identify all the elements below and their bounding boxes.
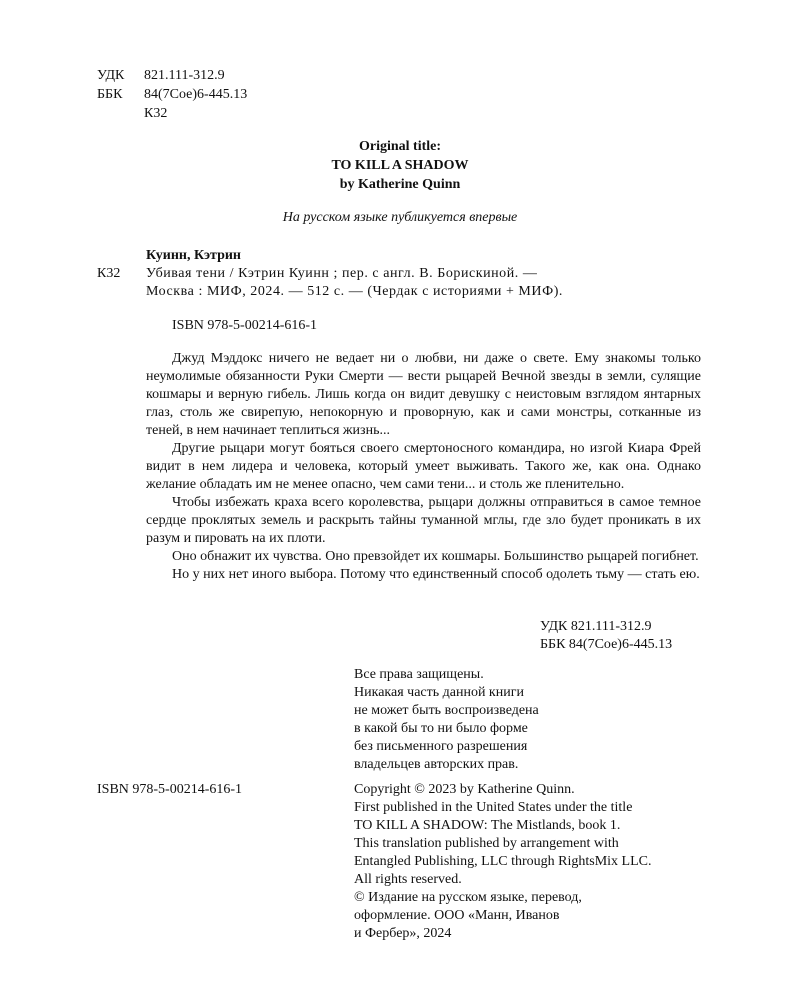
annotation-paragraph: Другие рыцари могут бояться своего смертоносного командира, но изгой Киара Фрей видит в нем лидера и человека, который умеет выживать. Такого же, как она. Однако желание обладать им не менее опасно, чем сами тени... и столь же пленительно.: [146, 441, 701, 492]
rights-line: в какой бы то ни было форме: [354, 721, 528, 736]
copyright-line: TO KILL A SHADOW: The Mistlands, book 1.: [354, 818, 621, 833]
udk-code-bottom: УДК 821.111-312.9: [540, 619, 652, 634]
copyright-line: © Издание на русском языке, перевод,: [354, 890, 582, 905]
rights-line: Все права защищены.: [354, 667, 484, 682]
isbn-bottom: ISBN 978-5-00214-616-1: [97, 782, 243, 797]
copyright-line: First published in the United States under the title: [354, 800, 633, 815]
page: УДК 821.111-312.9 ББК 84(7Сое)6-445.13 К32 Original title: TO KILL A SHADOW by Katherine Quinn На русском языке публикуется впервые Куинн, Кэтрин К32 Убивая тени / Кэтрин Куинн ; пер. с англ. В. Борискиной. — Москва : МИФ, 2024. — 512 с. — (Чердак с историями + МИФ). ISBN 978-5-00214-616-1 Джуд Мэддокс ничего не ведает ни о любви, ни даже о свете. Ему знакомы только неумолимые обязанности Руки Смерти — вести рыцарей Вечной звезды в земли, сулящие кошмары и верную гибель. Лишь когда он видит девушку с неистовым взглядом янтарных глаз, столь же свирепую, непокорную и проворную, как и сами монстры, сотканные из теней, в нем начинает теплиться жизнь... Другие рыцари могут бояться своего смертоносного командира, но изгой Киара Фрей видит в нем лидера и человека, который умеет выживать. Такого же, как она. Однако желание обладать им не менее опасно, чем сами тени... и столь же пленительно. Чтобы избежать краха всего королевства, рыцари должны отправиться в самое темное сердце проклятых земель и раскрыть тайны туманной мглы, где зло будет проникать в их разум и пировать на их плоти. Оно обнажит их чувства. Оно превзойдет их кошмары. Большинство рыцарей погибнет. Но у них нет иного выбора. Потому что единственный способ одолеть тьму — стать ею. УДК 821.111-312.9 ББК 84(7Сое)6-445.13 Все права защищены. Никакая часть данной книги не может быть воспроизведена в какой бы то ни было форме без письменного разрешения владельцев авторских прав. ISBN 978-5-00214-616-1 Copyright © 2023 by Katherine Quinn. First published in the United States under the title TO KILL A SHADOW: The Mistlands, book 1. This translation published by arrangement with Entangled Publishing, LLC through RightsMix LLC. All rights reserved. © Издание на русском языке, перевод, оформление. ООО «Манн, Иванов и Фербер», 2024: [0, 0, 800, 1000]
original-title: TO KILL A SHADOW: [331, 158, 469, 173]
copyright-line: оформление. ООО «Манн, Иванов: [354, 908, 560, 923]
first-publication-note: На русском языке публикуется впервые: [282, 210, 518, 225]
annotation-paragraph: Оно обнажит их чувства. Оно превзойдет их кошмары. Большинство рыцарей погибнет.: [172, 549, 699, 564]
copyright-line: Copyright © 2023 by Katherine Quinn.: [354, 782, 575, 797]
catalog-mark: К32: [97, 266, 121, 281]
annotation-paragraph: Но у них нет иного выбора. Потому что единственный способ одолеть тьму — стать ею.: [172, 567, 700, 582]
original-title-label: Original title:: [358, 139, 442, 154]
catalog-author-heading: Куинн, Кэтрин: [146, 248, 241, 263]
annotation-paragraph: Чтобы избежать краха всего королевства, рыцари должны отправиться в самое темное сердце проклятых земель и раскрыть тайны туманной мглы, где зло будет проникать в их разум и пировать на их плоти.: [146, 495, 701, 546]
copyright-line: All rights reserved.: [354, 872, 462, 887]
catalog-description-line-2: Москва : МИФ, 2024. — 512 с. — (Чердак с историями + МИФ).: [146, 284, 563, 299]
bbk-code-top: ББК 84(7Сое)6-445.13: [97, 87, 248, 102]
rights-line: без письменного разрешения: [354, 739, 528, 754]
catalog-isbn: ISBN 978-5-00214-616-1: [172, 318, 318, 333]
copyright-line: Entangled Publishing, LLC through RightsMix LLC.: [354, 854, 652, 869]
udk-code-top: УДК 821.111-312.9: [97, 68, 225, 83]
copyright-line: This translation published by arrangement with: [354, 836, 619, 851]
rights-line: владельцев авторских прав.: [354, 757, 519, 772]
rights-line: не может быть воспроизведена: [354, 703, 539, 718]
rights-line: Никакая часть данной книги: [354, 685, 524, 700]
bbk-code-bottom: ББК 84(7Сое)6-445.13: [540, 637, 673, 652]
copyright-line: и Фербер», 2024: [354, 926, 452, 941]
annotation-paragraph: Джуд Мэддокс ничего не ведает ни о любви, ни даже о свете. Ему знакомы только неумолимые обязанности Руки Смерти — вести рыцарей Вечной звезды в земли, сулящие кошмары и верную гибель. Лишь когда он видит девушку с неистовым взглядом янтарных глаз, столь же свирепую, непокорную и проворную, как и сами монстры, сотканные из теней, в нем начинает теплиться жизнь...: [146, 351, 701, 438]
annotation: [146, 350, 701, 584]
catalog-description-line-1: Убивая тени / Кэтрин Куинн ; пер. с англ. В. Борискиной. —: [146, 266, 538, 281]
original-author: by Katherine Quinn: [339, 177, 461, 192]
